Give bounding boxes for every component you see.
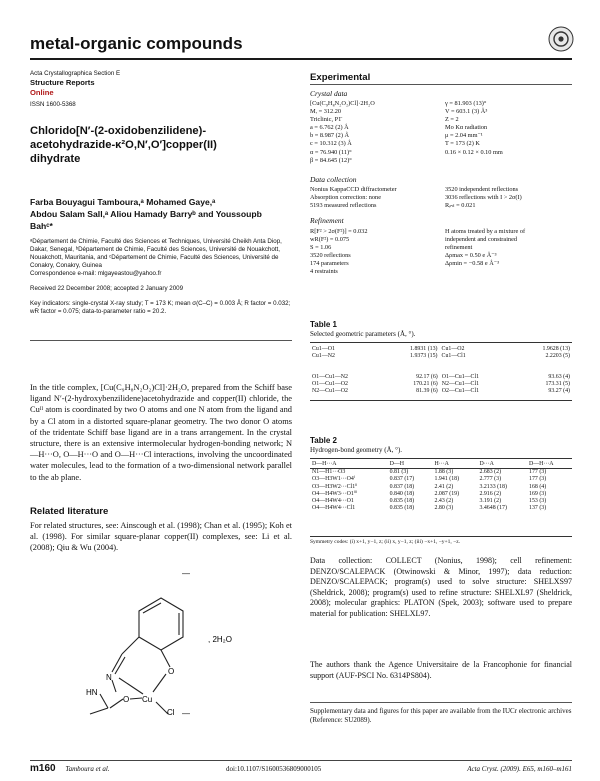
crystal-data-item: c = 10.312 (3) Å	[310, 140, 352, 148]
refinement-item: refinement	[445, 244, 473, 252]
table1-row-cell: 93.63 (4)	[548, 374, 570, 380]
table2-row-cell: 137 (3)	[529, 505, 547, 512]
header-rule	[30, 58, 572, 60]
crystal-data-item: 0.16 × 0.12 × 0.10 mm	[445, 148, 503, 156]
refinement-item: Δρmin = −0.58 e Å⁻³	[445, 260, 499, 268]
table2-row-cell: 168 (4)	[529, 483, 547, 490]
data-collection-grid	[310, 186, 572, 210]
received-dates: Received 22 December 2008; accepted 2 January 2009	[30, 285, 184, 292]
page-number: m160	[30, 763, 56, 774]
authors-line-1: Farba Bouyagui Tamboura,ᵃ Mohamed Gaye,ᵃ	[30, 197, 216, 207]
table2-header-row-cell: D—H···A	[529, 461, 554, 467]
table2-row	[310, 505, 572, 512]
benzene-ring	[139, 598, 183, 650]
software-text: Data collection: COLLECT (Nonius, 1998); cell refinement: DENZO/SCALEPACK (Otwinowski & Minor, 1997); data reduction: DENZO/SCALEPACK; program(s) used to solve structure: SHELXS97 (Sheldrick, 2008); program(s) used to refine structure: SHELXL97 (Sheldrick, 2008); molecular graphics: PLATON (Spek, 2003); software used to prepare material for publication: SHELXL97.	[310, 556, 572, 618]
refinement-item: wR(F²) = 0.075	[310, 236, 350, 244]
table1-row-cell: O1—Cu1—O2	[312, 381, 348, 388]
table1-row	[310, 346, 572, 353]
scheme-label-cl: Cl	[167, 708, 175, 717]
refinement-item: independent and constrained	[445, 236, 518, 244]
table1-row-cell: O2—Cu1—Cl1	[441, 388, 480, 395]
table2-row-cell: 153 (3)	[529, 498, 547, 505]
table1-row	[310, 381, 572, 388]
journal-section: Structure Reports	[30, 78, 95, 87]
table2-row-cell: 2.087 (19)	[434, 490, 460, 497]
table2-row-cell: O4—H4W3···O1ⁱⁱⁱ	[312, 490, 358, 497]
scheme-bracket-top: —	[182, 569, 190, 578]
double-bond	[143, 603, 161, 613]
supplementary-note: Supplementary data and figures for this paper are available from the IUCr electronic archives (Reference: SU2089).	[310, 707, 572, 724]
crystal-data-item: γ = 81.903 (13)°	[445, 100, 487, 107]
refinement-item: R[F² > 2σ(F²)] = 0.032	[310, 228, 368, 235]
table1-row-cell: N2—Cu1—O2	[312, 388, 348, 395]
table2-row-cell: 0.835 (18)	[389, 498, 415, 505]
table2-row-cell: 1.88 (3)	[434, 469, 454, 476]
table2-header-row-cell: D···A	[479, 461, 494, 467]
footer-rule	[30, 760, 572, 761]
table1-row-cell: 173.31 (5)	[545, 381, 570, 388]
acknowledgement: The authors thank the Agence Universitaire de la Francophonie for financial support (AUF-PSCI No. 6314PS804).	[310, 660, 572, 680]
crystal-data-item: β = 84.645 (12)°	[310, 156, 352, 164]
crystal-data-item	[445, 157, 572, 165]
crystal-data-item: V = 603.1 (3) Å³	[445, 108, 488, 116]
refinement-heading: Refinement	[310, 216, 344, 225]
table2-row-cell: 2.43 (2)	[434, 498, 454, 505]
cu-o-bond	[153, 674, 166, 692]
table1-row-cell: Cu1—N2	[312, 353, 335, 360]
table1-row-cell: 170.21 (6)	[413, 381, 438, 388]
issn: ISSN 1600-5368	[30, 101, 76, 108]
table2-row-cell: O4—H4W4···O1	[312, 498, 354, 505]
table2-row-cell: 2.683 (2)	[479, 469, 502, 476]
carbonyl-bond	[110, 699, 123, 708]
table2-row-cell: 1.941 (18)	[434, 476, 460, 483]
article-title	[30, 124, 292, 166]
scheme-label-cu: Cu	[142, 695, 153, 704]
front-rule	[30, 340, 292, 341]
iucr-logo-icon	[548, 26, 574, 52]
ring-imine-bond	[122, 637, 139, 654]
experimental-heading: Experimental	[310, 72, 371, 83]
table2-row-cell: 3.191 (2)	[479, 498, 502, 505]
data-collection-item: 3036 reflections with I > 2σ(I)	[445, 194, 522, 202]
table2-row	[310, 476, 572, 483]
table1-distances	[310, 346, 572, 360]
table2-caption: Hydrogen-bond geometry (Å, °).	[310, 446, 403, 454]
table1-row-cell: O1—Cu1—N2	[312, 374, 348, 380]
table1-row-cell: 1.8931 (13)	[410, 346, 438, 352]
table2-row-cell: 2.80 (3)	[434, 505, 454, 512]
related-literature-text: For related structures, see: Ainscough et al. (1998); Chan et al. (1995); Koh et al. (1998). For similar square-planar copper(II) complexes, see: Li et al. (2008); Qiu & Wu (2004).	[30, 521, 292, 553]
refinement-item: 3520 reflections	[310, 252, 351, 260]
table2-header-row-cell: D—H···A	[312, 461, 337, 467]
table1-row-cell: 1.9628 (13)	[542, 346, 570, 352]
key-indicators: Key indicators: single-crystal X-ray study; T = 173 K; mean σ(C–C) = 0.003 Å; R factor = 0.032; wR factor = 0.075; data-to-parameter ratio = 20.2.	[30, 300, 291, 315]
title-line-2: acetohydrazide-κ²O,N′,O′]copper(II)	[30, 139, 217, 151]
online-label: Online	[30, 87, 54, 97]
table2-row-cell: 2.41 (2)	[434, 483, 454, 490]
table2-row-cell: 177 (3)	[529, 476, 547, 483]
table2-row	[310, 484, 572, 491]
authors	[30, 196, 292, 232]
table2-row-cell: O3—H3W2···Cl1ⁱⁱ	[312, 483, 358, 490]
crystal-data-heading: Crystal data	[310, 89, 348, 98]
supplementary-rule	[310, 702, 572, 703]
data-collection-item: 5193 measured reflections	[310, 202, 377, 210]
title-line-1: Chlorido[N′-(2-oxidobenzilidene)-	[30, 125, 207, 137]
scheme-water: , 2H₂O	[208, 635, 232, 644]
crystal-data-grid	[310, 100, 572, 165]
front-matter	[30, 70, 290, 109]
table2-row-cell: 0.837 (18)	[389, 483, 415, 490]
imine-bond	[112, 654, 122, 672]
table1-angles	[310, 374, 572, 396]
table2-header-row-cell: H···A	[434, 461, 449, 467]
footer-authors: Tamboura et al.	[65, 765, 110, 773]
table2-row-cell: 2.777 (3)	[479, 476, 502, 483]
table2-row-cell: 2.916 (2)	[479, 490, 502, 497]
table2-row-cell: 0.840 (18)	[389, 490, 415, 497]
cu-n-bond	[119, 678, 143, 694]
scheme-label-o2: O	[123, 695, 130, 704]
table1-row-cell: 81.39 (6)	[416, 388, 438, 395]
table1-row-cell: 1.9373 (15)	[410, 353, 438, 360]
table1-row-cell: Cu1—O1	[312, 346, 335, 352]
table2-row-cell: N1—H1···O3	[312, 469, 346, 476]
hydrogen-bond-table	[310, 461, 572, 512]
related-literature-heading: Related literature	[30, 506, 109, 517]
data-collection-item: Rᵢₙₜ = 0.021	[445, 202, 476, 210]
crystal-data-item: Triclinic, P1̄	[310, 116, 342, 124]
hydrazine-bond	[112, 680, 116, 692]
table1-row-cell: O1—Cu1—Cl1	[441, 374, 480, 380]
table2-row-cell: 0.81 (3)	[389, 469, 409, 476]
table2-row-cell: 177 (3)	[529, 469, 547, 476]
journal-name: Acta Crystallographica Section E	[30, 70, 121, 77]
table2-row-cell: 3.4648 (17)	[479, 505, 507, 512]
cu-o2-bond	[130, 698, 142, 699]
crystal-data-item: Mᵣ = 312.20	[310, 108, 342, 116]
table2-row-cell: 3.2133 (18)	[479, 483, 507, 490]
crystal-data-item: Mo Kα radiation	[445, 124, 488, 132]
table2-header-row	[310, 461, 572, 469]
table1-rule-bottom	[310, 400, 572, 401]
acetyl-methyl-bond	[90, 708, 108, 714]
footer-doi: doi:10.1107/S1600536809000105	[226, 765, 322, 773]
table2-row	[310, 491, 572, 498]
phenoxide-bond	[161, 650, 170, 667]
table2-header-row-cell: D—H	[389, 461, 404, 467]
crystal-data-item: b = 8.987 (2) Å	[310, 132, 350, 140]
refinement-right	[445, 228, 572, 268]
journal-section-title: metal-organic compounds	[30, 34, 243, 53]
refinement-item: H atoms treated by a mixture of	[445, 228, 526, 235]
imine-double-bond	[115, 657, 125, 674]
table1-row	[310, 374, 572, 381]
table1-row	[310, 353, 572, 360]
scheme-bracket-bottom: —	[182, 709, 190, 718]
affiliations	[30, 238, 292, 316]
page-footer	[30, 763, 572, 774]
crystal-data-item: μ = 2.04 mm⁻¹	[445, 132, 483, 140]
crystal-data-item: [Cu(C₉H₈N₂O₂)Cl]·2H₂O	[310, 100, 375, 107]
table1-row-cell: 2.2203 (5)	[545, 353, 570, 360]
refinement-item: 4 restraints	[310, 268, 338, 276]
table1-row-cell: 92.17 (6)	[416, 374, 438, 380]
authors-line-2: Abdou Salam Sall,ᵃ Aliou Hamady Barryᵇ and Youssoupb	[30, 209, 262, 219]
crystal-data-item: a = 6.762 (2) Å	[310, 124, 349, 132]
table1-row-cell: N2—Cu1—Cl1	[441, 381, 480, 388]
correspondence-email: Correspondence e-mail: mlgayeastou@yahoo.fr	[30, 270, 162, 277]
table1-title: Table 1	[310, 320, 337, 329]
table2-rule-top	[310, 458, 572, 459]
table2-row-cell: 169 (3)	[529, 490, 547, 497]
data-collection-item: Absorption correction: none	[310, 194, 381, 202]
table2-row-cell: O4—H4W4···Cl1	[312, 505, 356, 512]
table2-row-cell: 0.837 (17)	[389, 476, 415, 483]
scheme-label-n: N	[106, 673, 112, 682]
table1-caption: Selected geometric parameters (Å, °).	[310, 330, 416, 338]
title-line-3: dihydrate	[30, 153, 81, 165]
affiliation-text: ᵃDépartement de Chimie, Faculté des Sciences et Techniques, Université Cheikh Anta Diop, Dakar, Senegal, ᵇDépartement de Chimie, Faculté des Sciences, Université de Nouakchott, Nouakchott, Mauritania, and ᶜDépartement de Chimie, Faculté des Sciences, Université de Conakry, Conakry, Guinea	[30, 238, 282, 269]
abstract: In the title complex, [Cu(C₉H₈N₂O₂)Cl]·2H₂O, prepared from the Schiff base ligand N′-(2-hydroxybenzilidene)acetohydrazide and copper(II) chloride, the Cuᴵᴵ atom is coordinated by two O atoms and one N atom from the ligand and by a Cl atom in a distorted square-planar geometry. The two donor O atoms of the tridentate Schiff base ligand are in a trans arrangement. In the crystal structure, there is an extensive intermolecular hydrogen-bonding network; N—H···O, O—H···O and O—H···Cl interactions, involving the uncoordinated water molecules, lead to the formation of a two-dimensional network parallel to the ab plane.	[30, 383, 292, 482]
refinement-item: S = 1.06	[310, 244, 332, 252]
symmetry-codes: Symmetry codes: (i) x+1, y−1, z; (ii) x, y−1, z; (iii) −x+1, −y+1, −z.	[310, 536, 572, 546]
crystal-data-item: α = 76.940 (11)°	[310, 148, 352, 156]
table1-row-cell: Cu1—Cl1	[441, 353, 466, 360]
data-collection-heading: Data collection	[310, 175, 357, 184]
crystal-data-item: T = 173 (2) K	[445, 140, 480, 148]
table1-row	[310, 388, 572, 395]
authors-line-3: Bahᶜ*	[30, 221, 53, 231]
refinement-item: Δρmax = 0.50 e Å⁻³	[445, 252, 497, 260]
table2-row-cell: O3—H3W1···O4ⁱ	[312, 476, 355, 483]
data-collection-item: Nonius KappaCCD diffractometer	[310, 186, 397, 193]
chemical-scheme	[60, 568, 290, 718]
table2-title: Table 2	[310, 436, 337, 445]
crystal-data-item: Z = 2	[445, 116, 459, 124]
table2-row-cell: 0.835 (18)	[389, 505, 415, 512]
table1-row-cell: Cu1—O2	[441, 346, 465, 352]
scheme-label-hn: HN	[86, 688, 98, 697]
amide-bond	[100, 694, 108, 708]
table1-rule-top	[310, 342, 572, 343]
experimental-rule	[310, 84, 572, 85]
table1-row-cell: 93.27 (4)	[548, 388, 570, 395]
refinement-left	[310, 228, 438, 277]
refinement-item: 174 parameters	[310, 260, 349, 268]
scheme-label-o1: O	[168, 667, 175, 676]
footer-citation: Acta Cryst. (2009). E65, m160–m161	[467, 765, 572, 773]
data-collection-item: 3520 independent reflections	[445, 186, 519, 193]
